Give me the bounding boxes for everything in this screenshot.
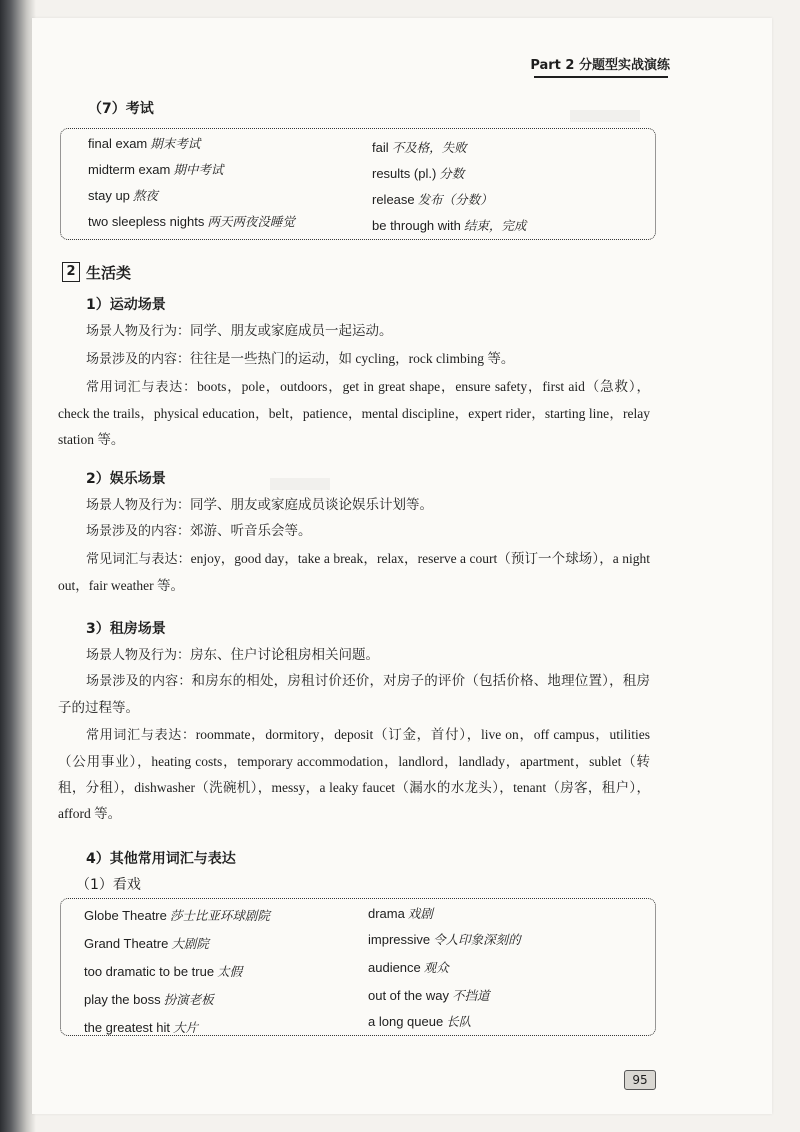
vocab-item: audience 观众 <box>368 960 449 975</box>
vocab-item: be through with 结束，完成 <box>372 218 527 233</box>
paragraph: 常用词汇与表达：roommate，dormitory，deposit（订金，首付），live on，off campus，utilities（公用事业），heating costs，temporary accommodation，landlord，landlady，apartment，sublet（转租，分租），dishwasher（洗碗机），messy，a leaky faucet（漏水的水龙头），tenant（房客，租户），afford 等。 <box>58 727 650 821</box>
page-binding-shadow <box>0 0 36 1132</box>
subsection-heading-other: 4）其他常用词汇与表达 <box>86 851 236 867</box>
paragraph: 常用词汇与表达：boots，pole，outdoors，get in great shape，ensure safety，first aid（急救），check the trails，physical education，belt，patience，mental discipline，expert rider，starting line，relay station 等。 <box>58 379 650 447</box>
paragraph: 场景人物及行为：同学、朋友或家庭成员一起运动。 <box>86 323 393 339</box>
show-through-mark <box>270 478 330 490</box>
vocab-item: the greatest hit 大片 <box>84 1020 199 1035</box>
vocab-item: Globe Theatre 莎士比亚环球剧院 <box>84 908 270 923</box>
vocab-item: Grand Theatre 大剧院 <box>84 936 209 951</box>
vocab-item: a long queue 长队 <box>368 1014 472 1029</box>
section-number-badge: 2 <box>62 262 80 282</box>
vocab-item: midterm exam 期中考试 <box>88 162 224 177</box>
vocab-item: fail 不及格，失败 <box>372 140 467 155</box>
subsection-heading-entertainment: 2）娱乐场景 <box>86 471 166 487</box>
paragraph: 场景涉及的内容：往往是一些热门的运动，如 cycling，rock climbing 等。 <box>86 351 515 367</box>
paragraph: 场景人物及行为：同学、朋友或家庭成员谈论娱乐计划等。 <box>86 497 434 513</box>
paragraph: 场景涉及的内容：郊游、听音乐会等。 <box>86 523 312 539</box>
vocab-item: two sleepless nights 两天两夜没睡觉 <box>88 214 295 229</box>
exam-heading: （7）考试 <box>88 101 154 117</box>
header-title: Part 2 分题型实战演练 <box>530 58 670 73</box>
vocab-item: stay up 熬夜 <box>88 188 158 203</box>
page-number: 95 <box>624 1070 656 1090</box>
header-rule <box>534 76 668 78</box>
paragraph: 常见词汇与表达：enjoy，good day，take a break，relax，reserve a court（预订一个球场），a night out，fair weather 等。 <box>58 551 650 593</box>
vocab-item: too dramatic to be true 太假 <box>84 964 243 979</box>
subsection-heading-sports: 1）运动场景 <box>86 297 166 313</box>
paragraph: 场景涉及的内容：和房东的相处，房租讨价还价，对房子的评价（包括价格、地理位置），租房子的过程等。 <box>58 673 650 715</box>
vocab-item: out of the way 不挡道 <box>368 988 490 1003</box>
subsection-heading-rental: 3）租房场景 <box>86 621 166 637</box>
theatre-heading: （1）看戏 <box>76 877 141 893</box>
vocab-item: play the boss 扮演老板 <box>84 992 214 1007</box>
vocab-item: results (pl.) 分数 <box>372 166 465 181</box>
section-title: 生活类 <box>86 264 132 282</box>
vocab-item: impressive 令人印象深刻的 <box>368 932 521 947</box>
vocab-item: drama 戏剧 <box>368 906 433 921</box>
vocab-item: final exam 期末考试 <box>88 136 201 151</box>
vocab-item: release 发布（分数） <box>372 192 493 207</box>
paragraph: 场景人物及行为：房东、住户讨论租房相关问题。 <box>86 647 380 663</box>
show-through-mark <box>570 110 640 122</box>
